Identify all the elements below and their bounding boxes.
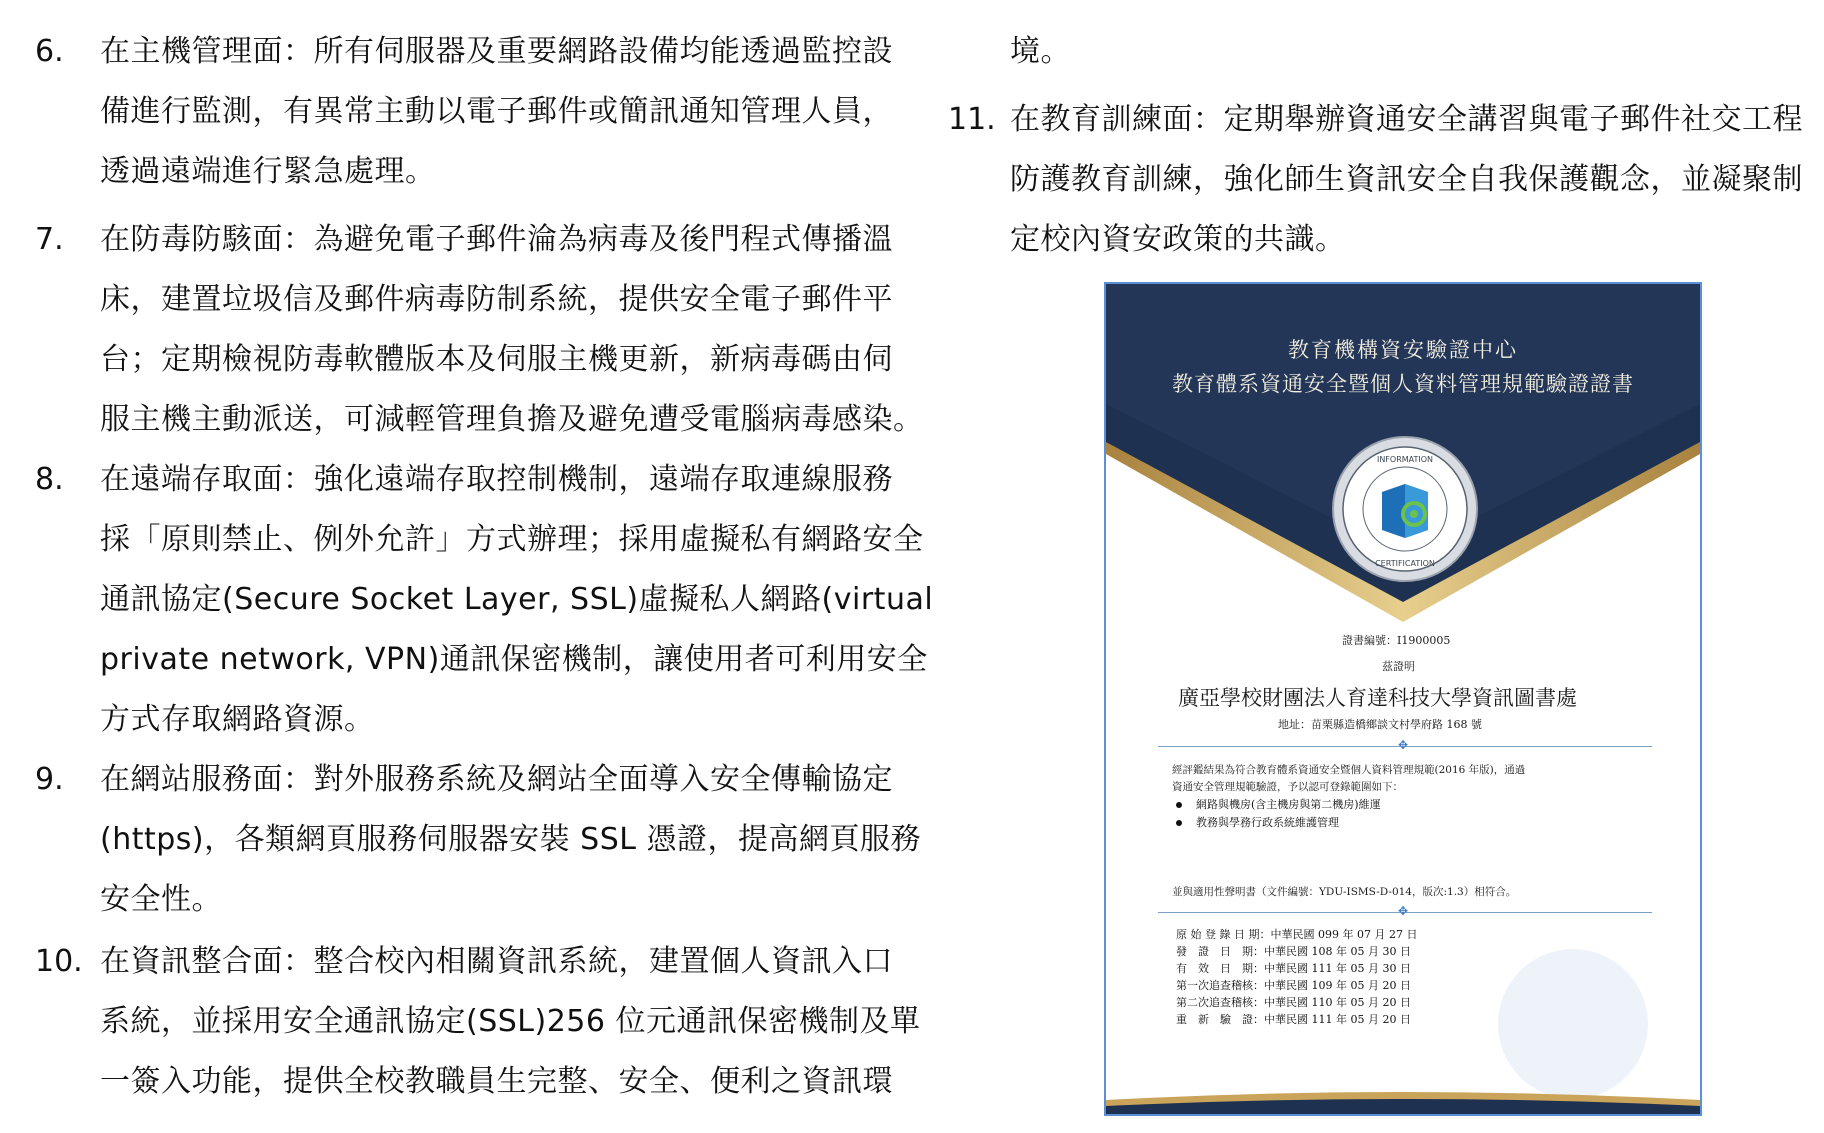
text-line: 在主機管理面：所有伺服器及重要網路設備均能透過監控設 (100, 34, 893, 69)
date-row: 發 證 日 期：中華民國 108 年 05 月 30 日 (1176, 945, 1411, 958)
scope-text: 網路與機房(含主機房與第二機房)維運 (1196, 798, 1381, 811)
svg-text:INFORMATION: INFORMATION (1376, 455, 1434, 464)
scope-item (1176, 814, 1339, 830)
item-number: 7. (35, 222, 64, 257)
item-number: 9. (35, 762, 64, 797)
text-line: 在網站服務面：對外服務系統及網站全面導入安全傳輸協定 (100, 762, 893, 797)
certificate-title: 教育體系資通安全暨個人資料管理規範驗證證書 (1172, 372, 1634, 396)
scope-text: 教務與學務行政系統維護管理 (1196, 816, 1339, 829)
bullet-icon (1176, 820, 1182, 826)
item-number: 11. (948, 102, 996, 137)
item-text (1010, 90, 1803, 270)
scope-item (1176, 796, 1381, 812)
evaluation-desc-1: 經評鑑結果為符合教育體系資通安全暨個人資料管理規範(2016 年版)，通過 (1172, 764, 1526, 776)
text-line: 在教育訓練面：定期舉辦資通安全講習與電子郵件社交工程 (1010, 102, 1803, 137)
ornament-icon: ✥ (1398, 904, 1409, 918)
text-line: 安全性。 (100, 882, 222, 917)
certification-seal-icon (1330, 434, 1480, 584)
item-text (100, 450, 933, 750)
date-row: 第一次追查稽核：中華民國 109 年 05 月 20 日 (1176, 979, 1411, 992)
text-line: 定校內資安政策的共識。 (1010, 222, 1346, 257)
text-line: 通訊協定(Secure Socket Layer, SSL)虛擬私人網路(virtual (100, 582, 934, 617)
text-line: 在遠端存取面：強化遠端存取控制機制，遠端存取連線服務 (100, 462, 893, 497)
ornament-icon: ✥ (1398, 738, 1409, 752)
stamp-placeholder (1498, 949, 1648, 1099)
text-line: 防護教育訓練，強化師生資訊安全自我保護觀念，並凝聚制 (1010, 162, 1803, 197)
item-text (100, 210, 924, 450)
item-text (100, 22, 893, 202)
certificate-footer-band (1106, 1088, 1700, 1114)
item-number: 10. (35, 944, 83, 979)
certificate-org: 教育機構資安驗證中心 (1288, 338, 1518, 362)
item-number: 6. (35, 34, 64, 69)
text-line: 服主機主動派送，可減輕管理負擔及避免遭受電腦病毒感染。 (100, 402, 924, 437)
date-row: 重 新 驗 證：中華民國 111 年 05 月 20 日 (1176, 1013, 1411, 1026)
institution-name: 廣亞學校財團法人育達科技大學資訊圖書處 (1178, 686, 1577, 710)
bullet-icon (1176, 802, 1182, 808)
text-line: 在資訊整合面：整合校內相關資訊系統，建置個人資訊入口 (100, 944, 893, 979)
certify-label: 茲證明 (1382, 660, 1415, 673)
certificate-number: 證書編號：I1900005 (1342, 634, 1451, 647)
text-line: 系統，並採用安全通訊協定(SSL)256 位元通訊保密機制及單 (100, 1004, 921, 1039)
text-line: (https)，各類網頁服務伺服器安裝 SSL 憑證，提高網頁服務 (100, 822, 921, 857)
text-line: 一簽入功能，提供全校教職員生完整、安全、便利之資訊環 (100, 1064, 893, 1099)
applicability-statement: 並與適用性聲明書（文件編號：YDU-ISMS-D-014，版次:1.3）相符合。 (1172, 886, 1517, 898)
item-text (100, 932, 921, 1112)
item-number: 8. (35, 462, 64, 497)
text-line: 床，建置垃圾信及郵件病毒防制系統，提供安全電子郵件平 (100, 282, 893, 317)
item-text (100, 750, 921, 930)
date-row: 第二次追查稽核：中華民國 110 年 05 月 20 日 (1176, 996, 1411, 1009)
text-line: private network, VPN)通訊保密機制，讓使用者可利用安全 (100, 642, 928, 677)
text-line: 台；定期檢視防毒軟體版本及伺服主機更新，新病毒碼由伺 (100, 342, 893, 377)
date-row: 有 效 日 期：中華民國 111 年 05 月 30 日 (1176, 962, 1411, 975)
text-line: 採「原則禁止、例外允許」方式辦理；採用虛擬私有網路安全 (100, 522, 924, 557)
evaluation-desc-2: 資通安全管理規範驗證，予以認可登錄範圍如下： (1172, 781, 1403, 793)
text-line: 備進行監測，有異常主動以電子郵件或簡訊通知管理人員， (100, 94, 893, 129)
continuation-text (1010, 22, 1071, 82)
text-line: 境。 (1010, 34, 1071, 69)
certificate-image (1104, 282, 1702, 1116)
svg-text:CERTIFICATION: CERTIFICATION (1375, 559, 1435, 568)
date-list (1176, 926, 1417, 1028)
institution-address: 地址：苗栗縣造橋鄉談文村學府路 168 號 (1278, 718, 1482, 731)
text-line: 方式存取網路資源。 (100, 702, 375, 737)
date-row: 原 始 登 錄 日 期：中華民國 099 年 07 月 27 日 (1176, 928, 1418, 941)
text-line: 在防毒防駭面：為避免電子郵件淪為病毒及後門程式傳播溫 (100, 222, 893, 257)
text-line: 透過遠端進行緊急處理。 (100, 154, 436, 189)
